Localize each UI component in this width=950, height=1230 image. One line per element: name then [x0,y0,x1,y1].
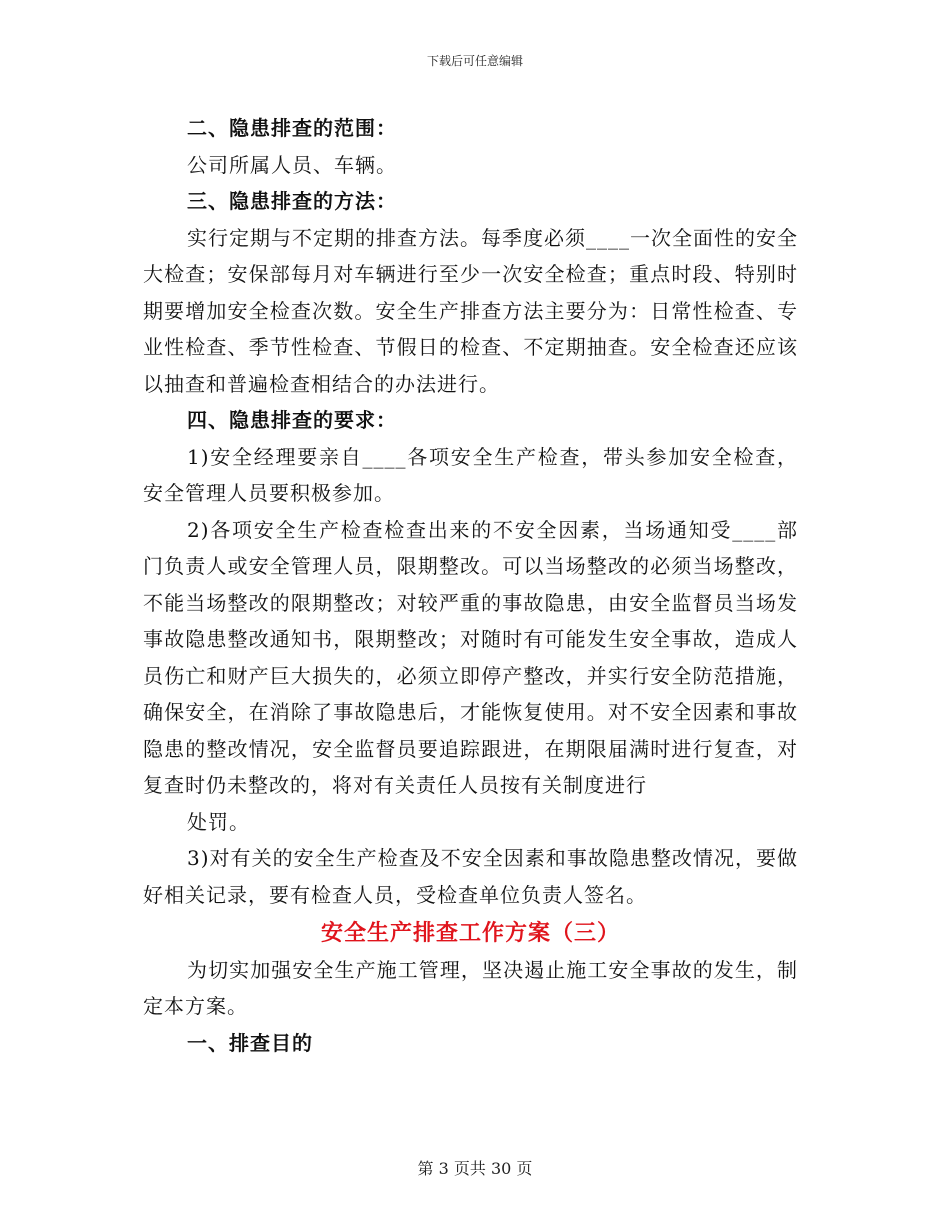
requirement-2: 2)各项安全生产检查检查出来的不安全因素，当场通知受____部门负责人或安全管理人员，限期整改。可以当场整改的必须当场整改，不能当场整改的限期整改；对较严重的事故隐患，由安全监督员当场发事故隐患整改通知书，限期整改；对随时有可能发生安全事故，造成人员伤亡和财产巨大损失的，必须立即停产整改，并实行安全防范措施，确保安全，在消除了事故隐患后，才能恢复使用。对不安全因素和事故隐患的整改情况，安全监督员要追踪跟进，在期限届满时进行复查，对复查时仍未整改的，将对有关责任人员按有关制度进行 [143,517,798,797]
requirement-3: 3)对有关的安全生产检查及不安全因素和事故隐患整改情况，要做好相关记录，要有检查人员，受检查单位负责人签名。 [143,846,798,907]
method-heading: 三、隐患排查的方法： [187,189,397,213]
method-text: 实行定期与不定期的排查方法。每季度必须____一次全面性的安全大检查；安保部每月对车辆进行至少一次安全检查；重点时段、特别时期要增加安全检查次数。安全生产排查方法主要分为：日常性检查、专业性检查、季节性检查、节假日的检查、不定期抽查。安全检查还应该以抽查和普遍检查相结合的办法进行。 [143,225,798,396]
page-number: 第 3 页共 30 页 [417,1159,533,1178]
purpose-heading: 一、排查目的 [187,1030,313,1055]
requirement-1: 1)安全经理要亲自____各项安全生产检查，带头参加安全检查，安全管理人员要积极参加。 [143,444,798,505]
requirement-2-tail: 处罚。 [187,809,250,834]
requirements-heading: 四、隐患排查的要求： [187,408,397,432]
scope-text: 公司所属人员、车辆。 [187,152,397,177]
scope-heading: 二、隐患排查的范围： [187,116,397,140]
page-header-note: 下载后可任意编辑 [426,54,523,68]
section-title: 安全生产排查工作方案（三） [320,920,620,946]
document-body [143,110,798,1061]
intro-paragraph: 为切实加强安全生产施工管理，坚决遏止施工安全事故的发生，制定本方案。 [143,957,798,1018]
